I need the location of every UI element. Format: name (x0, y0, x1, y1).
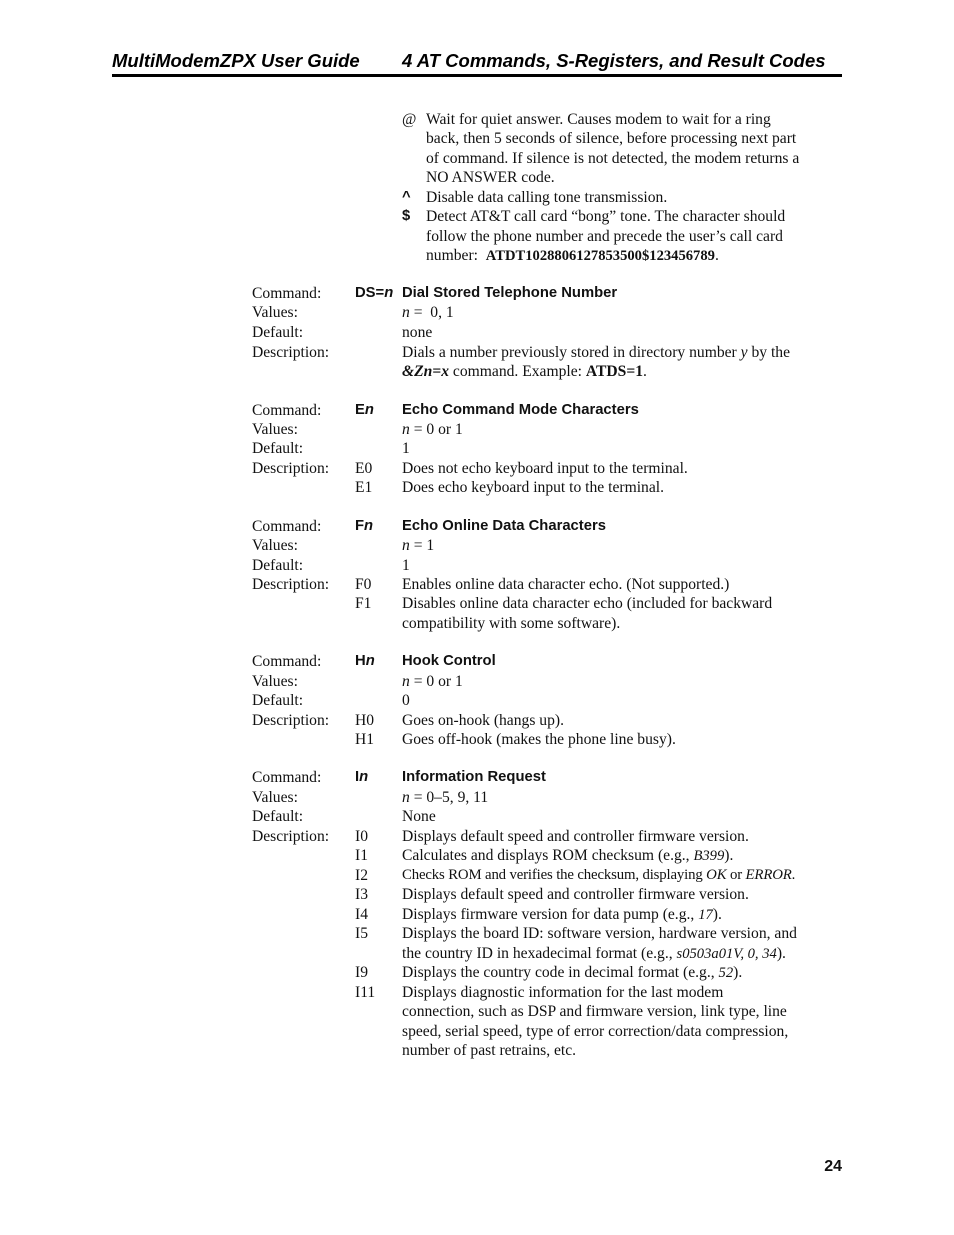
option-text: Displays default speed and controller firmware version. (402, 886, 749, 903)
values-label: Values: (252, 421, 298, 438)
description-label: Description: (252, 576, 330, 593)
running-header (112, 48, 842, 77)
option-text: Displays firmware version for data pump (e.g., 17). (402, 906, 722, 923)
option-code: I0 (355, 828, 368, 845)
command-code: Hn (355, 653, 375, 669)
default-label: Default: (252, 808, 304, 825)
modifier-text-line: follow the phone number and precede the user’s call card (426, 228, 783, 245)
option-code: I11 (355, 984, 376, 1001)
command-title: Echo Command Mode Characters (402, 402, 639, 418)
page-number: 24 (824, 1158, 842, 1175)
dial-example: ATDT1028806127853500$123456789 (485, 248, 715, 264)
option-text: number of past retrains, etc. (402, 1042, 577, 1059)
command-label: Command: (252, 653, 322, 670)
option-text: Does not echo keyboard input to the terminal. (402, 460, 688, 477)
default-value: none (402, 324, 433, 341)
values-label: Values: (252, 537, 298, 554)
description-label: Description: (252, 828, 330, 845)
option-text: Goes off-hook (makes the phone line busy). (402, 731, 676, 748)
option-code: I9 (355, 964, 368, 981)
command-title: Information Request (402, 769, 546, 785)
guide-title: MultiModemZPX User Guide (112, 50, 360, 71)
option-code: I2 (355, 867, 368, 884)
option-text: the country ID in hexadecimal format (e.g., s0503a01V, 0, 34). (402, 945, 786, 962)
command-label: Command: (252, 285, 322, 302)
values-text: n = 0 or 1 (402, 673, 463, 690)
default-value: 1 (402, 557, 410, 574)
default-value: 1 (402, 440, 410, 457)
values-text: n = 0, 1 (402, 304, 454, 321)
command-label: Command: (252, 402, 322, 419)
default-label: Default: (252, 692, 304, 709)
option-code: F0 (355, 576, 372, 593)
default-value: 0 (402, 692, 410, 709)
description-label: Description: (252, 712, 330, 729)
option-text: Enables online data character echo. (Not supported.) (402, 576, 730, 593)
values-label: Values: (252, 789, 298, 806)
modifier-text-line: Disable data calling tone transmission. (426, 189, 668, 206)
option-code: H0 (355, 712, 375, 729)
option-code: E0 (355, 460, 373, 477)
command-title: Echo Online Data Characters (402, 518, 606, 534)
option-text: compatibility with some software). (402, 615, 621, 632)
modifier-text-line: Wait for quiet answer. Causes modem to wait for a ring (426, 111, 771, 128)
default-label: Default: (252, 557, 304, 574)
option-text: Calculates and displays ROM checksum (e.g., B399). (402, 847, 734, 864)
modifier-symbol: $ (402, 208, 411, 224)
option-text: Displays default speed and controller firmware version. (402, 828, 749, 845)
option-text: Displays diagnostic information for the last modem (402, 984, 724, 1001)
values-text: n = 1 (402, 537, 435, 554)
command-example: ATDS=1 (585, 363, 643, 380)
values-label: Values: (252, 673, 298, 690)
modifier-text-line: of command. If silence is not detected, the modem returns a (426, 150, 800, 167)
option-code: E1 (355, 479, 373, 496)
command-code: In (355, 769, 369, 785)
option-text: speed, serial speed, type of error correction/data compression, (402, 1023, 789, 1040)
description-label: Description: (252, 344, 330, 361)
command-title: Dial Stored Telephone Number (402, 285, 618, 301)
option-text: Disables online data character echo (included for backward (402, 595, 773, 612)
description-label: Description: (252, 460, 330, 477)
command-label: Command: (252, 769, 322, 786)
modifier-text-line: NO ANSWER code. (426, 169, 555, 186)
option-text: Displays the country code in decimal format (e.g., 52). (402, 964, 743, 981)
modifier-symbol: ^ (402, 189, 411, 205)
description-line: Dials a number previously stored in directory number y by the (402, 344, 791, 361)
option-code: F1 (355, 595, 372, 612)
values-text: n = 0–5, 9, 11 (402, 789, 489, 806)
option-code: I3 (355, 886, 368, 903)
option-code: I1 (355, 847, 368, 864)
default-label: Default: (252, 440, 304, 457)
option-code: H1 (355, 731, 375, 748)
option-text: Checks ROM and verifies the checksum, displaying OK or ERROR. (402, 867, 796, 883)
command-code: Fn (355, 518, 374, 534)
modifier-symbol: @ (402, 111, 417, 128)
modifier-text-line: back, then 5 seconds of silence, before processing next part (426, 130, 797, 147)
option-code: I5 (355, 925, 368, 942)
option-text: Goes on-hook (hangs up). (402, 712, 564, 729)
default-value: None (402, 808, 436, 825)
modifier-text-line: number: ATDT1028806127853500$123456789. (426, 247, 719, 264)
option-text: Does echo keyboard input to the terminal. (402, 479, 664, 496)
command-code: En (355, 402, 374, 418)
command-code: DS=n (355, 285, 394, 301)
chapter-title: 4 AT Commands, S-Registers, and Result Codes (402, 50, 826, 71)
option-text: connection, such as DSP and firmware version, link type, line (402, 1003, 787, 1020)
values-text: n = 0 or 1 (402, 421, 463, 438)
command-title: Hook Control (402, 653, 496, 669)
modifier-text-line: Detect AT&T call card “bong” tone. The character should (426, 208, 786, 225)
option-code: I4 (355, 906, 368, 923)
description-line: &Zn=x command. Example: ATDS=1. (402, 363, 647, 380)
option-text: Displays the board ID: software version, hardware version, and (402, 925, 797, 942)
values-label: Values: (252, 304, 298, 321)
command-label: Command: (252, 518, 322, 535)
default-label: Default: (252, 324, 304, 341)
